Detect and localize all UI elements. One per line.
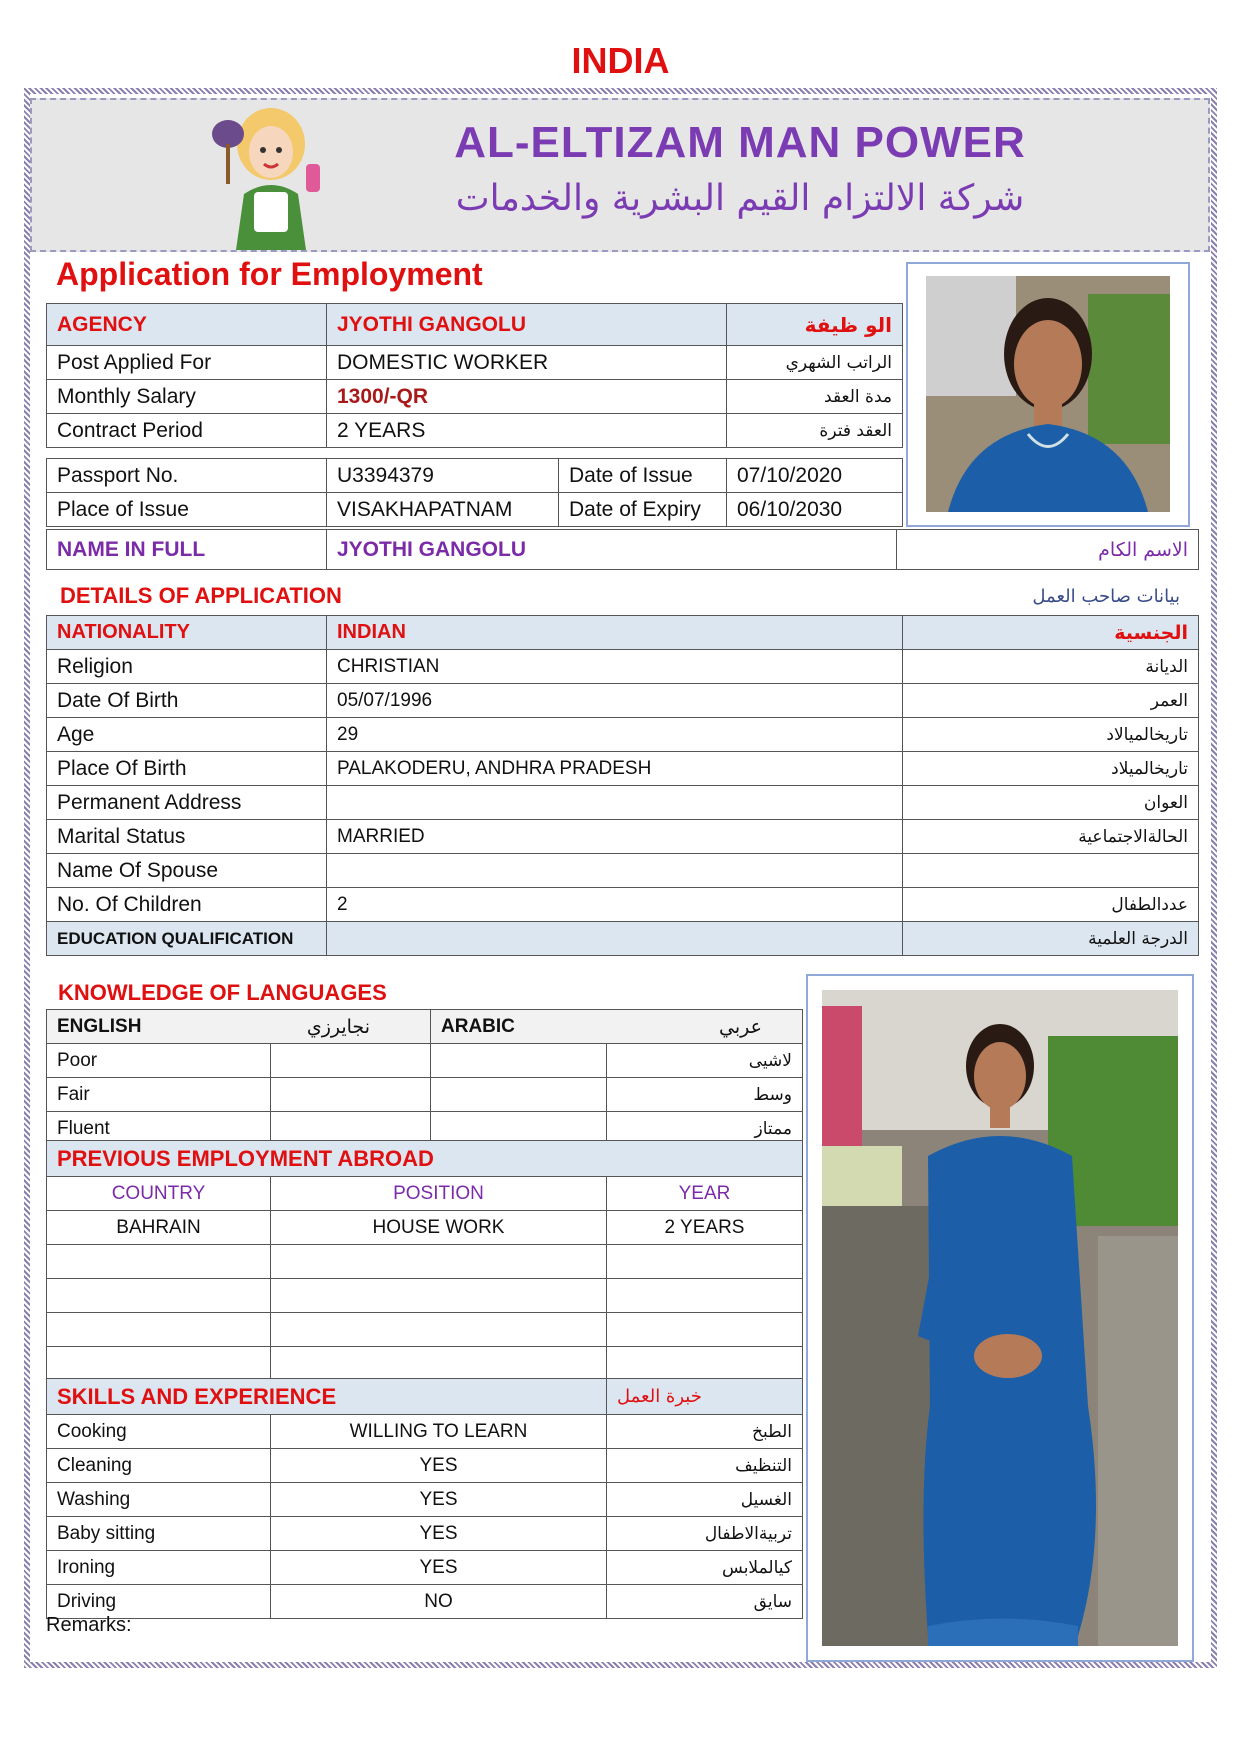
previous-section-title: PREVIOUS EMPLOYMENT ABROAD [47,1141,803,1177]
passport-value: U3394379 [327,459,559,493]
skill-label: Driving [47,1585,271,1619]
detail-label: Religion [47,650,327,684]
place-issue-label: Place of Issue [47,493,327,527]
salary-value: 1300/-QR [327,380,727,414]
skill-label: Cleaning [47,1449,271,1483]
arabic-label: ARABIC [441,1015,515,1037]
table-row [47,888,1199,922]
detail-label: Age [47,718,327,752]
passport-label: Passport No. [47,459,327,493]
remarks-label: Remarks: [46,1614,132,1636]
table-row [47,1177,803,1211]
issue-date-value: 07/10/2020 [727,459,903,493]
details-section-title-ar: بيانات صاحب العمل [1032,586,1180,607]
table-row [47,1141,803,1177]
name-table [46,529,1199,570]
name-label-ar: الاسم الكام [897,530,1199,570]
languages-table [46,1009,803,1146]
table-row [47,650,1199,684]
contract-label: Contract Period [47,414,327,448]
details-section-title: DETAILS OF APPLICATION [60,583,342,608]
issue-date-label: Date of Issue [559,459,727,493]
language-level-label-ar: لاشيى [607,1044,803,1078]
table-row [47,922,1199,956]
name-value: JYOTHI GANGOLU [327,530,897,570]
detail-label-ar: العوان [903,786,1199,820]
detail-value: PALAKODERU, ANDHRA PRADESH [327,752,903,786]
table-row [47,1449,803,1483]
detail-label-ar: الجنسية [903,616,1199,650]
english-level-cell [271,1044,431,1078]
detail-label-ar: العمر [903,684,1199,718]
table-row [47,1347,803,1381]
table-row [47,1483,803,1517]
table-row [47,1044,803,1078]
place-issue-value: VISAKHAPATNAM [327,493,559,527]
skill-value: YES [271,1483,607,1517]
detail-label-ar: تاريخالميلاد [903,752,1199,786]
skills-table [46,1378,803,1619]
detail-label: Marital Status [47,820,327,854]
table-row [47,1078,803,1112]
detail-label: EDUCATION QUALIFICATION [47,922,327,956]
table-row [47,854,1199,888]
details-table [46,615,1199,956]
table-row [47,786,1199,820]
detail-label-ar [903,854,1199,888]
name-label: NAME IN FULL [47,530,327,570]
skill-label-ar: الغسيل [607,1483,803,1517]
table-row [47,530,1199,570]
passport-table [46,458,903,527]
salary-label-ar: مدة العقد [727,380,903,414]
table-row [47,752,1199,786]
detail-value [327,854,903,888]
table-row [47,616,1199,650]
position-col-header: POSITION [271,1177,607,1211]
english-label-ar: نجايرزي [306,1015,370,1038]
previous-year: 2 YEARS [607,1211,803,1245]
table-row [47,1279,803,1313]
detail-value [327,786,903,820]
country-col-header: COUNTRY [47,1177,271,1211]
skill-value: NO [271,1585,607,1619]
company-name-ar: شركة الالتزام القيم البشرية والخدمات [455,178,1025,219]
detail-label-ar: عددالطفال [903,888,1199,922]
expiry-date-value: 06/10/2030 [727,493,903,527]
table-row [47,1211,803,1245]
skill-label-ar: الطبخ [607,1415,803,1449]
detail-value: MARRIED [327,820,903,854]
table-row [47,414,903,448]
detail-label-ar: الحالةالاجتماعية [903,820,1199,854]
detail-label: No. Of Children [47,888,327,922]
agency-label: AGENCY [47,304,327,346]
detail-label-ar: الدرجة العلمية [903,922,1199,956]
skill-label: Cooking [47,1415,271,1449]
language-level-label: Fluent [47,1112,271,1146]
detail-label: Date Of Birth [47,684,327,718]
page-title: Application for Employment [56,256,483,292]
skill-label-ar: كيالملابس [607,1551,803,1585]
skill-value: YES [271,1551,607,1585]
detail-value: 2 [327,888,903,922]
country-title: INDIA [571,40,670,81]
english-level-cell [271,1078,431,1112]
skill-label: Ironing [47,1551,271,1585]
table-row [47,1313,803,1347]
skill-label: Baby sitting [47,1517,271,1551]
contract-label-ar: العقد فترة [727,414,903,448]
language-level-label-ar: وسط [607,1078,803,1112]
table-row [47,1010,803,1044]
year-col-header: YEAR [607,1177,803,1211]
skill-value: YES [271,1449,607,1483]
detail-label: Place Of Birth [47,752,327,786]
skill-value: YES [271,1517,607,1551]
language-level-label: Poor [47,1044,271,1078]
skill-label-ar: سايق [607,1585,803,1619]
table-row [47,718,1199,752]
detail-label: Name Of Spouse [47,854,327,888]
table-row [47,346,903,380]
table-row [47,304,903,346]
arabic-level-cell [431,1044,607,1078]
contract-value: 2 YEARS [327,414,727,448]
table-row [47,459,903,493]
table-row [47,684,1199,718]
detail-label-ar: تاريخالميالاد [903,718,1199,752]
table-row [47,1551,803,1585]
post-label-ar: الراتب الشهري [727,346,903,380]
language-level-label: Fair [47,1078,271,1112]
post-label: Post Applied For [47,346,327,380]
english-label: ENGLISH [57,1015,142,1037]
detail-value: 05/07/1996 [327,684,903,718]
table-row [47,493,903,527]
previous-employment-table [46,1140,803,1381]
arabic-level-cell [431,1078,607,1112]
detail-value: INDIAN [327,616,903,650]
skills-section-title: SKILLS AND EXPERIENCE [47,1379,607,1415]
skill-label: Washing [47,1483,271,1517]
detail-label: Permanent Address [47,786,327,820]
detail-value: CHRISTIAN [327,650,903,684]
skill-label-ar: تربيةالاطفال [607,1517,803,1551]
previous-country: BAHRAIN [47,1211,271,1245]
english-header [47,1010,431,1044]
detail-label-ar: الديانة [903,650,1199,684]
languages-section-title: KNOWLEDGE OF LANGUAGES [58,980,387,1005]
table-row [47,380,903,414]
post-value: DOMESTIC WORKER [327,346,727,380]
skill-label-ar: التنظيف [607,1449,803,1483]
arabic-label-ar: عربي [719,1015,762,1038]
applicant-full-photo [806,974,1194,1662]
detail-value: 29 [327,718,903,752]
applicant-portrait [906,262,1190,527]
language-level-label-ar: ممتاز [607,1112,803,1146]
table-row [47,1245,803,1279]
previous-position: HOUSE WORK [271,1211,607,1245]
table-row [47,820,1199,854]
agency-label-ar: الو ظيفة [727,304,903,346]
detail-value [327,922,903,956]
job-info-table [46,303,903,448]
agency-value: JYOTHI GANGOLU [327,304,727,346]
skill-value: WILLING TO LEARN [271,1415,607,1449]
table-row [47,1415,803,1449]
company-name-en: AL-ELTIZAM MAN POWER [454,118,1026,167]
table-row [47,1379,803,1415]
salary-label: Monthly Salary [47,380,327,414]
expiry-date-label: Date of Expiry [559,493,727,527]
arabic-header [431,1010,803,1044]
detail-label: NATIONALITY [47,616,327,650]
skills-section-title-ar: خبرة العمل [607,1379,803,1415]
table-row [47,1517,803,1551]
table-row [47,1585,803,1619]
